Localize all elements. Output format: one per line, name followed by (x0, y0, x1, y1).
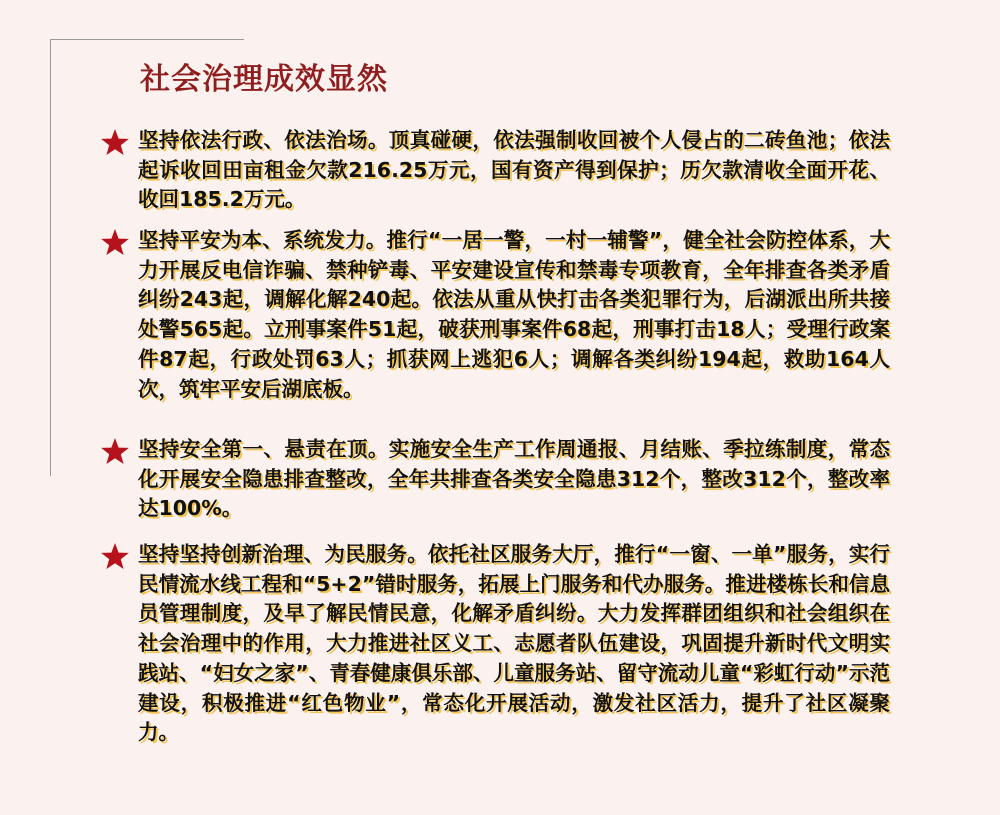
item-text: 坚持坚持创新治理、为民服务。依托社区服务大厅，推行“一窗、一单”服务，实行民情流水线工程和“5+2”错时服务，拓展上门服务和代办服务。推进楼栋长和信息员管理制度，及早了解民情民意，化解矛盾纠纷。大力发挥群团组织和社会组织在社会治理中的作用，大力推进社区义工、志愿者队伍建设，巩固提升新时代文明实践站、“妇女之家”、青春健康俱乐部、儿童服务站、留守流动儿童“彩虹行动”示范建设，积极推进“红色物业”，常态化开展活动，激发社区活力，提升了社区凝聚力。 (138, 542, 890, 745)
star-icon (100, 542, 130, 570)
star-icon (100, 437, 130, 465)
list-item (100, 540, 890, 748)
item-text: 坚持依法行政、依法治场。顶真碰硬，依法强制收回被个人侵占的二砖鱼池；依法起诉收回田亩租金欠款216.25万元，国有资产得到保护；历欠款清收全面开花、收回185.2万元。 (138, 128, 890, 212)
item-text: 坚持安全第一、悬责在顶。实施安全生产工作周通报、月结账、季拉练制度，常态化开展安全隐患排查整改，全年共排查各类安全隐患312个，整改312个，整改率达100%。 (138, 437, 890, 521)
frame-left-line (50, 39, 51, 476)
frame-top-line (50, 39, 244, 40)
star-icon (100, 128, 130, 156)
page-title: 社会治理成效显然 (140, 62, 388, 97)
list-item (100, 126, 890, 215)
star-icon (100, 228, 130, 256)
item-text: 坚持平安为本、系统发力。推行“一居一警，一村一辅警”，健全社会防控体系，大力开展反电信诈骗、禁种铲毒、平安建设宣传和禁毒专项教育，全年排查各类矛盾纠纷243起，调解化解240起。依法从重从快打击各类犯罪行为，后湖派出所共接处警565起。立刑事案件51起，破获刑事案件68起，刑事打击18人；受理行政案件87起，行政处罚63人；抓获网上逃犯6人；调解各类纠纷194起，救助164人次，筑牢平安后湖底板。 (138, 228, 890, 401)
list-item (100, 435, 890, 524)
list-item (100, 226, 890, 404)
